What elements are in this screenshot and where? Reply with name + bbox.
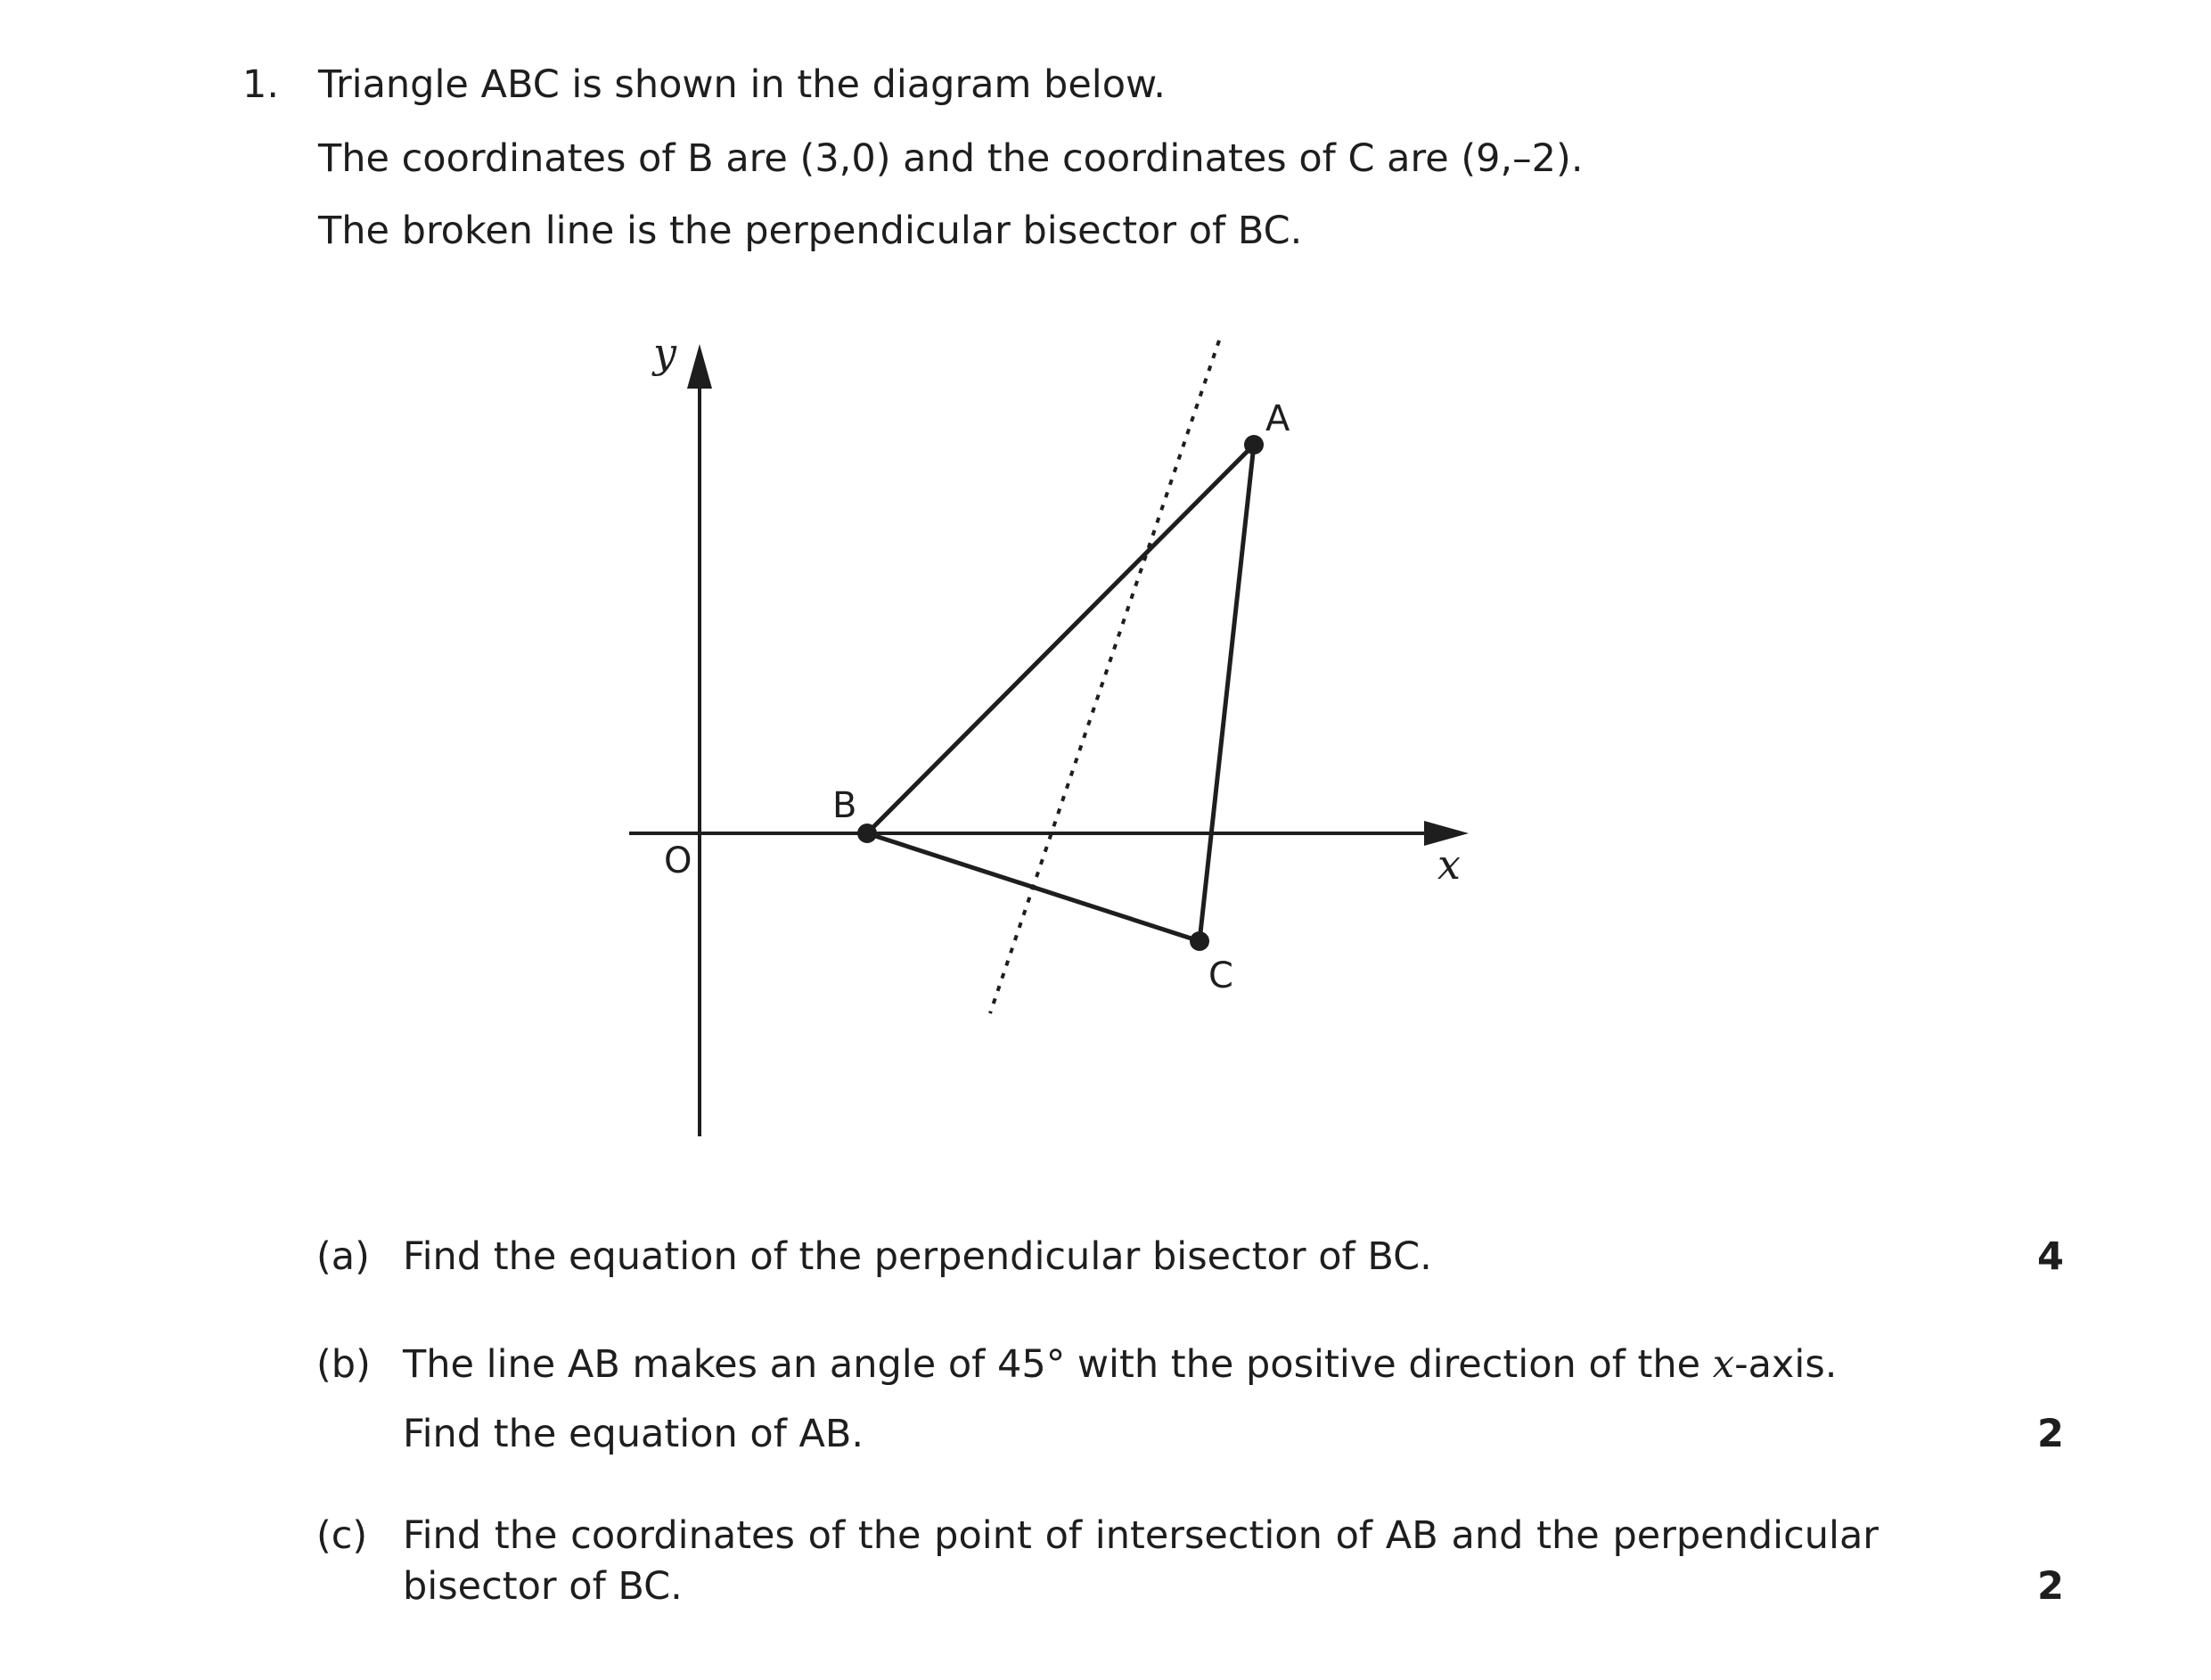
part-b-text xyxy=(403,1342,1838,1387)
intro-line-2: The coordinates of B are (3,0) and the coordinates of C are (9,–2). xyxy=(318,136,1584,181)
part-a-label: (a) xyxy=(316,1234,370,1279)
vertex-b-dot xyxy=(857,824,877,843)
part-b-text-after: -axis. xyxy=(1734,1342,1838,1387)
part-c-label: (c) xyxy=(316,1513,368,1558)
part-b-marks: 2 xyxy=(2037,1412,2064,1456)
part-b-x-variable: x xyxy=(1712,1342,1735,1387)
part-b-label: (b) xyxy=(316,1342,371,1387)
origin-label: O xyxy=(664,840,692,881)
part-a-marks: 4 xyxy=(2037,1234,2064,1279)
intro-line-3: The broken line is the perpendicular bisector of BC. xyxy=(318,209,1303,253)
y-axis-label: y xyxy=(653,329,676,377)
part-c-marks: 2 xyxy=(2037,1564,2064,1609)
vertex-c-label: C xyxy=(1208,955,1233,996)
x-axis-label: x xyxy=(1437,840,1461,889)
part-b-text-before: The line AB makes an angle of 45° with the positive direction of the xyxy=(403,1342,1713,1387)
part-c-text-line-1: Find the coordinates of the point of intersection of AB and the perpendicular xyxy=(403,1513,1879,1558)
triangle-abc xyxy=(867,445,1254,941)
part-c-text-line-2: bisector of BC. xyxy=(403,1564,683,1609)
vertex-b-label: B xyxy=(832,785,857,826)
vertex-a-label: A xyxy=(1265,398,1290,439)
question-number: 1. xyxy=(242,62,280,107)
part-a-text: Find the equation of the perpendicular bisector of BC. xyxy=(403,1234,1432,1279)
vertex-c-dot xyxy=(1190,931,1209,951)
y-axis-arrowhead xyxy=(687,344,712,389)
part-b-text-2: Find the equation of AB. xyxy=(403,1412,864,1456)
intro-line-1: Triangle ABC is shown in the diagram below. xyxy=(318,62,1166,107)
vertex-a-dot xyxy=(1244,435,1264,455)
